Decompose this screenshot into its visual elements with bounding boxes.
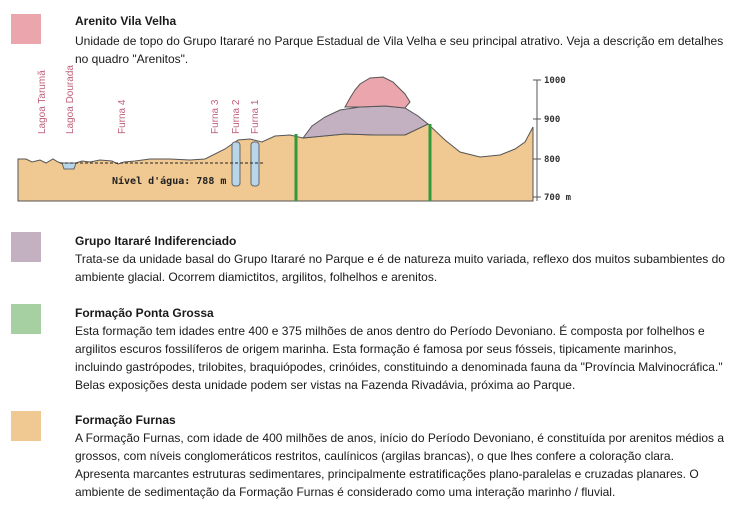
geological-cross-section xyxy=(0,62,600,232)
legend-description: Esta formação tem idades entre 400 e 375 milhões de anos dentro do Período Devoniano. É composta por folhelhos e argilitos escuros fossilíferos de origem marinha. Esta formação é famosa por seus fósseis, tipicamente marinhos, incluindo gastrópodes, trilobites, braquiópodes, crinóides, constituindo a denominada fauna da "Província Malvinocráfica." Belas exposições desta unidade podem ser vistas na Fazenda Rivadávia, próxima ao Parque. xyxy=(75,324,723,392)
arenito-vila-velha-swatch xyxy=(11,14,41,44)
grupo-itarare-swatch xyxy=(11,232,41,262)
ponta-grossa-swatch xyxy=(11,304,41,334)
legend-description: Unidade de topo do Grupo Itararé no Parque Estadual de Vila Velha e seu principal atrativo. Veja a descrição em detalhes no quadro "Arenitos". xyxy=(75,34,724,66)
furna-2-shaft xyxy=(232,142,240,186)
label-furna-1: Furna 1 xyxy=(250,99,261,134)
vila-velha-layer xyxy=(345,77,410,108)
water-level-label: Nível d'água: 788 m xyxy=(112,176,227,187)
formacao-furnas-swatch xyxy=(11,411,41,441)
label-lagoa-taruma: Lagoa Tarumã xyxy=(37,70,48,134)
legend-title: Grupo Itararé Indiferenciado xyxy=(75,234,237,248)
label-lagoa-dourada: Lagoa Dourada xyxy=(65,65,76,134)
lagoa-dourada-water xyxy=(62,163,76,169)
legend-description: A Formação Furnas, com idade de 400 milhões de anos, início do Período Devoniano, é constituída por arenitos médios a grossos, com níveis conglomeráticos restritos, caulínicos (argilas brancas), o que lhes confere a coloração clara. Apresenta marcantes estruturas sedimentares, principalmente estratificações plano-paralelas e cruzadas planares. O ambiente de sedimentação da Formação Furnas é considerado como uma interação marinho / fluvial. xyxy=(75,431,725,499)
legend-description: Trata-se da unidade basal do Grupo Itararé no Parque e é de natureza muito variada, reflexo dos muitos subambientes do ambiente glacial. Ocorrem diamictitos, argilitos, folhelhos e arenitos. xyxy=(75,252,725,284)
legend-title: Formação Furnas xyxy=(75,413,176,427)
label-furna-2: Furna 2 xyxy=(231,99,242,134)
label-furna-4: Furna 4 xyxy=(117,99,128,134)
furna-1-shaft xyxy=(251,142,259,186)
tick-label-700: 700 m xyxy=(544,193,572,203)
tick-label-900: 900 xyxy=(544,115,561,125)
legend-title: Formação Ponta Grossa xyxy=(75,306,214,320)
tick-label-1000: 1000 xyxy=(544,76,566,86)
tick-label-800: 800 xyxy=(544,155,561,165)
legend-title: Arenito Vila Velha xyxy=(75,14,177,28)
itarare-layer xyxy=(303,106,428,138)
label-furna-3: Furna 3 xyxy=(210,99,221,134)
